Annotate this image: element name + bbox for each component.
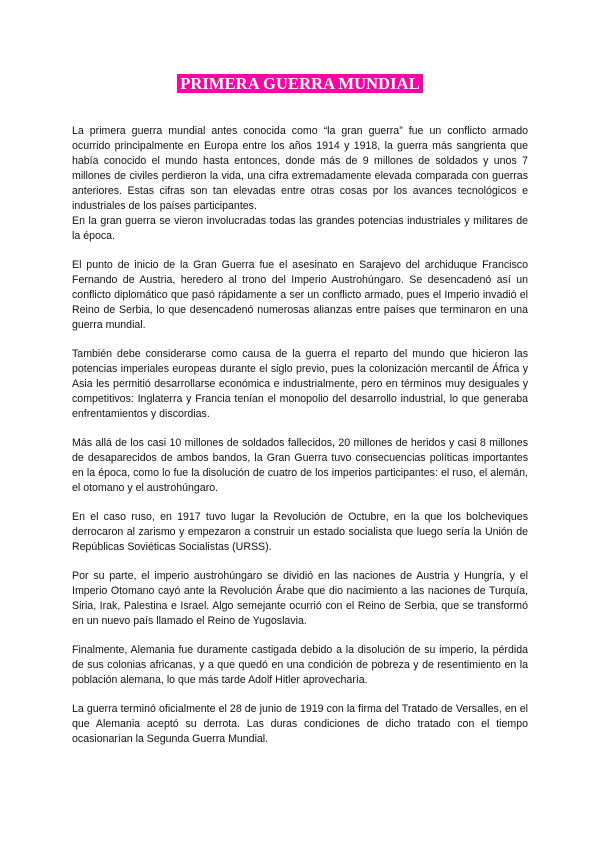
paragraph-germany: Finalmente, Alemania fue duramente castigada debido a la disolución de su imperio, la pérdida de sus colonias africanas, y a que quedó en una condición de pobreza y de resentimiento en la población alemana, lo que más tarde Adolf Hitler aprovecharía.	[72, 644, 528, 686]
paragraph-gap	[72, 244, 528, 258]
paragraph-austria-ottoman: Por su parte, el imperio austrohúngaro se dividió en las naciones de Austria y Hungría, y el Imperio Otomano cayó ante la Revolución Árabe que dio nacimiento a las naciones de Turquía, Siria, Irak, Palestina e Israel. Algo semejante ocurrió con el Reino de Serbia, que se transformó en un nuevo país llamado el Reino de Yugoslavia.	[72, 570, 528, 627]
document-body	[72, 124, 528, 747]
paragraph-gap	[72, 629, 528, 643]
paragraph-powers: En la gran guerra se vieron involucradas todas las grandes potencias industriales y militares de la época.	[72, 215, 528, 242]
paragraph-gap	[72, 496, 528, 510]
paragraph-russia: En el caso ruso, en 1917 tuvo lugar la Revolución de Octubre, en la que los bolcheviques derrocaron al zarismo y empezaron a construir un estado socialista que luego sería la Unión de Repúblicas Soviéticas Socialistas (URSS).	[72, 511, 528, 553]
paragraph-causes: También debe considerarse como causa de la guerra el reparto del mundo que hicieron las potencias imperiales europeas durante el siglo previo, pues la colonización mercantil de África y Asia les permitió desarrollarse económica e industrialmente, pero en términos muy desiguales y competitivos: Inglaterra y Francia tenían el monopolio del desarrollo industrial, lo que generaba enfrentamientos y discordias.	[72, 348, 528, 420]
paragraph-gap	[72, 422, 528, 436]
title-container	[0, 74, 600, 94]
paragraph-origin: El punto de inicio de la Gran Guerra fue el asesinato en Sarajevo del archiduque Francisco Fernando de Austria, heredero al trono del Imperio Austrohúngaro. Se desencadenó así un conflicto diplomático que pasó rápidamente a ser un conflicto armado, pues el Imperio invadió el Reino de Serbia, lo que desencadenó numerosas alianzas entre países que terminaron en una guerra mundial.	[72, 259, 528, 331]
paragraph-gap	[72, 555, 528, 569]
paragraph-intro: La primera guerra mundial antes conocida como “la gran guerra” fue un conflicto armado ocurrido principalmente en Europa entre los años 1914 y 1918, la guerra más sangrienta que había conocido el mundo hasta entonces, donde más de 9 millones de soldados y unos 7 millones de civiles perdieron la vida, una cifra extremadamente elevada comparada con guerras anteriores. Estas cifras son tan elevadas entre otras cosas por los avances tecnológicos e industriales de los países participantes.	[72, 125, 528, 212]
paragraph-consequences: Más allá de los casi 10 millones de soldados fallecidos, 20 millones de heridos y casi 8 millones de desaparecidos de ambos bandos, la Gran Guerra tuvo consecuencias políticas importantes en la época, como lo fue la disolución de cuatro de los imperios participantes: el ruso, el alemán, el otomano y el austrohúngaro.	[72, 437, 528, 494]
page-title: PRIMERA GUERRA MUNDIAL	[177, 74, 423, 93]
paragraph-gap	[72, 333, 528, 347]
paragraph-end: La guerra terminó oficialmente el 28 de junio de 1919 con la firma del Tratado de Versalles, en el que Alemania aceptó su derrota. Las duras condiciones de dicho tratado con el tiempo ocasionarían la Segunda Guerra Mundial.	[72, 703, 528, 745]
paragraph-gap	[72, 688, 528, 702]
